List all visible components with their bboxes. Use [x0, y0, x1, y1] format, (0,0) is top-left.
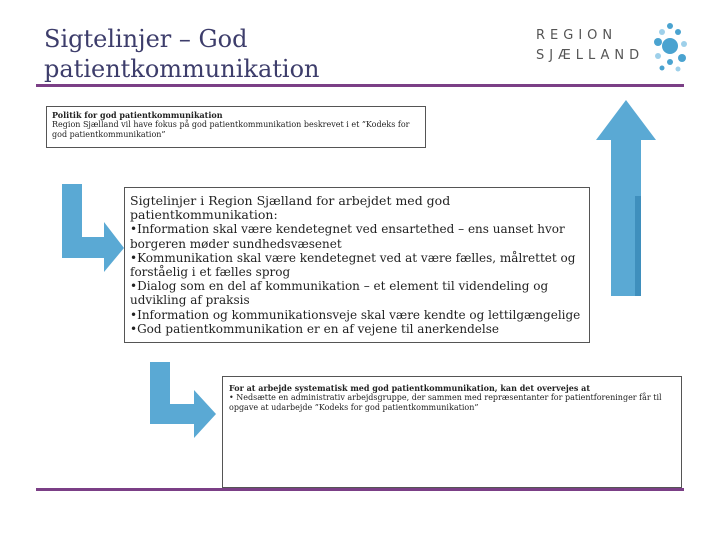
sigtelinjer-heading: Sigtelinjer i Region Sjælland for arbejdet med god patientkommunikation: — [130, 193, 451, 223]
down-right-arrow-icon — [60, 182, 126, 274]
logo-text-sjaelland: SJÆLLAND — [536, 48, 645, 63]
down-right-arrow-icon-2 — [148, 360, 218, 440]
policy-text: Region Sjælland vil have fokus på god patientkommunikation beskrevet i et ”Kodeks for god patientkommunikation” — [52, 120, 410, 139]
logo-text-region: REGION — [536, 28, 618, 43]
systematic-work-heading: For at arbejde systematisk med god patientkommunikation, kan det overvejes at — [229, 383, 591, 393]
policy-box — [46, 106, 426, 148]
systematic-work-box — [222, 376, 682, 488]
sigtelinjer-box — [124, 187, 590, 343]
sigtelinjer-bullet-3: •Dialog som en del af kommunikation – et element til videndeling og udvikling af praksis — [130, 279, 549, 308]
page-title: Sigtelinjer – God patientkommunikation — [44, 25, 320, 83]
sigtelinjer-bullet-4: •Information og kommunikationsveje skal være kendte og lettilgængelige — [130, 307, 581, 322]
systematic-work-text: • Nedsætte en administrativ arbejdsgruppe, der sammen med repræsentanter for patientforeninger får til opgave at udarbejde ”Kodeks for god patientkommunikation” — [229, 393, 662, 412]
sigtelinjer-bullet-5: •God patientkommunikation er en af vejene til anerkendelse — [130, 321, 500, 336]
region-sjaelland-logo — [530, 22, 690, 74]
sigtelinjer-bullet-1: •Information skal være kendetegnet ved ensartethed – ens uanset hvor borgeren møder sundhedsvæsenet — [130, 222, 565, 251]
feedback-arrow-icon — [574, 98, 684, 298]
bottom-rule — [36, 488, 684, 491]
top-rule — [36, 84, 684, 87]
logo-dots-icon — [648, 22, 692, 74]
policy-heading: Politik for god patientkommunikation — [52, 110, 223, 120]
sigtelinjer-bullet-2: •Kommunikation skal være kendetegnet ved at være fælles, målrettet og forståelig i et fælles sprog — [130, 250, 576, 280]
